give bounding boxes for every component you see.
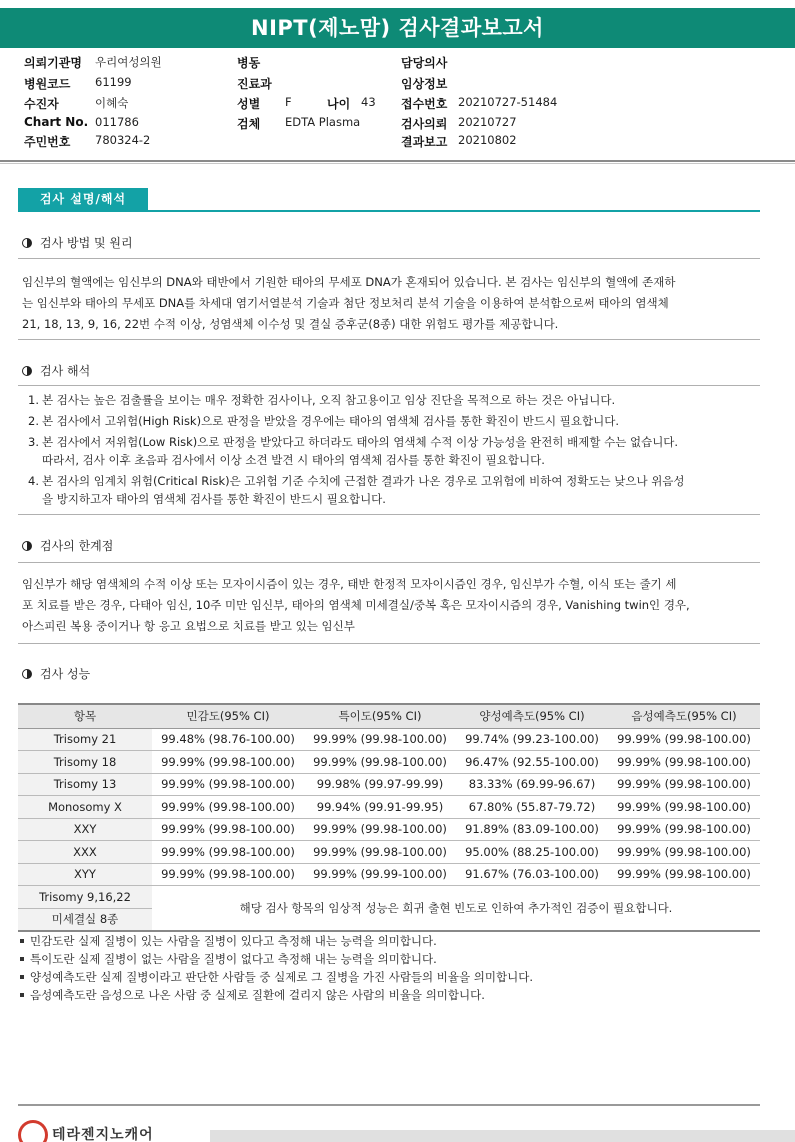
footer-brand: 테라젠지노캐어 bbox=[52, 1127, 154, 1142]
specimen-label: 검체 bbox=[237, 117, 261, 131]
table-row bbox=[18, 818, 760, 841]
header-divider bbox=[0, 160, 795, 162]
table-cell: 99.99% (99.98-100.00) bbox=[152, 773, 304, 796]
sex-value: F bbox=[285, 95, 292, 109]
report-title: NIPT(제노맘) 검사결과보고서 bbox=[0, 8, 795, 48]
interpretation-heading-text: 검사 해석 bbox=[40, 364, 91, 378]
table-cell: XXX bbox=[18, 841, 152, 864]
method-line: 21, 18, 13, 9, 16, 22번 수적 이상, 성염색체 이수성 및 결실 증후군(8종) 대한 위험도 평가를 제공합니다. bbox=[22, 317, 559, 331]
definitions-list bbox=[20, 932, 760, 1004]
doctor-label: 담당의사 bbox=[401, 56, 448, 70]
list-item-text: 을 방지하고자 태아의 염색체 검사를 통한 확진이 반드시 필요합니다. bbox=[42, 492, 386, 506]
company-logo-icon bbox=[18, 1120, 48, 1142]
column-header: 양성예측도(95% CI) bbox=[456, 704, 608, 728]
table-cell: 99.98% (99.97-99.99) bbox=[304, 773, 456, 796]
clinical-info-label: 임상정보 bbox=[401, 77, 448, 91]
half-circle-icon bbox=[22, 541, 32, 551]
report-date-label: 결과보고 bbox=[401, 135, 448, 149]
list-item bbox=[20, 968, 760, 986]
column-header: 특이도(95% CI) bbox=[304, 704, 456, 728]
method-heading bbox=[22, 234, 133, 251]
method-line: 임신부의 혈액에는 임신부의 DNA와 태반에서 기원한 태아의 무세포 DNA가 혼재되어 있습니다. 본 검사는 임신부의 혈액에 존재하 bbox=[22, 275, 676, 289]
table-row bbox=[18, 886, 760, 909]
patient-name-value: 이혜숙 bbox=[95, 96, 129, 110]
list-item-text: 본 검사의 임계치 위험(Critical Risk)은 고위험 기준 수치에 근접한 결과가 나온 경우로 고위험에 비하여 정확도는 낮으나 위음성 bbox=[42, 474, 685, 488]
limitations-line: 포 치료를 받은 경우, 다태아 임신, 10주 미만 임신부, 태아의 염색체 미세결실/중복 혹은 모자이시즘의 경우, Vanishing twin인 경우, bbox=[22, 598, 690, 612]
column-header: 민감도(95% CI) bbox=[152, 704, 304, 728]
table-cell: Trisomy 18 bbox=[18, 751, 152, 774]
method-heading-text: 검사 방법 및 원리 bbox=[40, 236, 133, 250]
divider bbox=[18, 562, 760, 563]
table-cell: 99.99% (99.98-100.00) bbox=[608, 751, 760, 774]
square-bullet-icon bbox=[20, 975, 24, 979]
list-item-text: 본 검사에서 저위험(Low Risk)으로 판정을 받았다고 하더라도 태아의 염색체 수적 이상 가능성을 완전히 배제할 수는 없습니다. bbox=[42, 435, 679, 449]
list-item-text: 본 검사에서 고위험(High Risk)으로 판정을 받았을 경우에는 태아의 염색체 검사를 통한 확진이 반드시 필요합니다. bbox=[42, 414, 619, 428]
referral-institution-value: 우리여성의원 bbox=[95, 55, 162, 69]
chart-no-label: Chart No. bbox=[24, 115, 89, 129]
interpretation-list bbox=[22, 391, 760, 511]
table-cell: 99.99% (99.98-100.00) bbox=[152, 751, 304, 774]
performance-table bbox=[18, 703, 760, 932]
list-item bbox=[22, 391, 760, 409]
limitations-heading-text: 검사의 한계점 bbox=[40, 539, 114, 553]
table-cell: 99.99% (99.99-100.00) bbox=[304, 863, 456, 886]
square-bullet-icon bbox=[20, 957, 24, 961]
limitations-heading bbox=[22, 537, 113, 554]
divider bbox=[18, 643, 760, 644]
list-number: 1. bbox=[28, 393, 39, 407]
divider bbox=[18, 258, 760, 259]
method-paragraph bbox=[22, 272, 760, 335]
table-cell: 67.80% (55.87-79.72) bbox=[456, 796, 608, 819]
column-header: 항목 bbox=[18, 704, 152, 728]
age-value: 43 bbox=[361, 95, 376, 109]
table-cell: 99.99% (99.98-100.00) bbox=[608, 773, 760, 796]
table-cell: 99.94% (99.91-99.95) bbox=[304, 796, 456, 819]
table-cell: 91.67% (76.03-100.00) bbox=[456, 863, 608, 886]
table-row bbox=[18, 751, 760, 774]
patient-name-label: 수진자 bbox=[24, 97, 59, 111]
performance-heading-text: 검사 성능 bbox=[40, 667, 91, 681]
table-cell: 96.47% (92.55-100.00) bbox=[456, 751, 608, 774]
square-bullet-icon bbox=[20, 993, 24, 997]
list-item bbox=[20, 986, 760, 1004]
table-cell: 99.99% (99.98-100.00) bbox=[152, 863, 304, 886]
table-cell: Trisomy 13 bbox=[18, 773, 152, 796]
definition-text: 민감도란 실제 질병이 있는 사람을 질병이 있다고 측정해 내는 능력을 의미합니다. bbox=[30, 934, 437, 948]
table-header-row bbox=[18, 704, 760, 728]
table-row bbox=[18, 728, 760, 751]
resident-number-value: 780324-2 bbox=[95, 133, 151, 147]
table-cell: 99.99% (99.98-100.00) bbox=[608, 796, 760, 819]
table-row bbox=[18, 841, 760, 864]
header-divider-thin bbox=[0, 163, 795, 164]
divider bbox=[18, 385, 760, 386]
table-cell: 미세결실 8종 bbox=[18, 908, 152, 931]
method-line: 는 임신부와 태아의 무세포 DNA를 차세대 염기서열분석 기술과 첨단 정보처리 분석 기술을 이용하여 분석함으로써 태아의 염색체 bbox=[22, 296, 669, 310]
table-cell: 83.33% (69.99-96.67) bbox=[456, 773, 608, 796]
hospital-code-value: 61199 bbox=[95, 75, 132, 89]
referral-institution-label: 의뢰기관명 bbox=[24, 56, 82, 70]
table-cell: XYY bbox=[18, 863, 152, 886]
table-cell: 99.99% (99.98-100.00) bbox=[608, 863, 760, 886]
list-number: 3. bbox=[28, 435, 39, 449]
table-row bbox=[18, 796, 760, 819]
table-cell: 99.99% (99.98-100.00) bbox=[608, 818, 760, 841]
hospital-code-label: 병원코드 bbox=[24, 77, 71, 91]
ward-label: 병동 bbox=[237, 56, 261, 70]
table-cell: XXY bbox=[18, 818, 152, 841]
table-row bbox=[18, 773, 760, 796]
definition-text: 특이도란 실제 질병이 없는 사람을 질병이 없다고 측정해 내는 능력을 의미합니다. bbox=[30, 952, 437, 966]
table-cell: Monosomy X bbox=[18, 796, 152, 819]
specimen-value: EDTA Plasma bbox=[285, 115, 361, 129]
limitations-line: 임신부가 해당 염색체의 수적 이상 또는 모자이시즘이 있는 경우, 태반 한정적 모자이시즘인 경우, 임신부가 수혈, 이식 또는 줄기 세 bbox=[22, 577, 677, 591]
list-item-text: 따라서, 검사 이후 초음파 검사에서 이상 소견 발견 시 태아의 염색체 검사를 통한 확진이 필요합니다. bbox=[42, 453, 545, 467]
table-cell: 91.89% (83.09-100.00) bbox=[456, 818, 608, 841]
table-cell: Trisomy 9,16,22 bbox=[18, 886, 152, 909]
list-number: 4. bbox=[28, 474, 39, 488]
limitations-paragraph bbox=[22, 574, 760, 637]
accession-number-value: 20210727-51484 bbox=[458, 95, 558, 109]
list-item bbox=[22, 412, 760, 430]
table-cell: 99.99% (99.98-100.00) bbox=[304, 841, 456, 864]
performance-heading bbox=[22, 665, 90, 682]
table-cell: 99.99% (99.98-100.00) bbox=[304, 751, 456, 774]
table-row bbox=[18, 863, 760, 886]
list-item bbox=[20, 932, 760, 950]
footer-bar bbox=[210, 1130, 795, 1142]
divider bbox=[18, 339, 760, 340]
chart-no-value: 011786 bbox=[95, 115, 139, 129]
table-note-cell: 해당 검사 항목의 임상적 성능은 희귀 출현 빈도로 인하여 추가적인 검증이 필요합니다. bbox=[152, 886, 760, 931]
request-date-value: 20210727 bbox=[458, 115, 517, 129]
list-item bbox=[22, 472, 760, 508]
square-bullet-icon bbox=[20, 939, 24, 943]
half-circle-icon bbox=[22, 366, 32, 376]
footer-divider bbox=[18, 1104, 760, 1106]
table-cell: 99.99% (99.98-100.00) bbox=[608, 841, 760, 864]
resident-number-label: 주민번호 bbox=[24, 135, 71, 149]
table-cell: 99.74% (99.23-100.00) bbox=[456, 728, 608, 751]
list-item-text: 본 검사는 높은 검출률을 보이는 매우 정확한 검사이나, 오직 참고용이고 임상 진단을 목적으로 하는 것은 아닙니다. bbox=[42, 393, 616, 407]
table-cell: 99.99% (99.98-100.00) bbox=[152, 818, 304, 841]
column-header: 음성예측도(95% CI) bbox=[608, 704, 760, 728]
sex-label: 성별 bbox=[237, 97, 261, 111]
table-cell: Trisomy 21 bbox=[18, 728, 152, 751]
section-tab-underline bbox=[18, 210, 760, 212]
divider bbox=[18, 514, 760, 515]
limitations-line: 아스피린 복용 중이거나 항 응고 요법으로 치료를 받고 있는 임신부 bbox=[22, 619, 355, 633]
definition-text: 음성예측도란 음성으로 나온 사람 중 실제로 질환에 걸리지 않은 사람의 비율을 의미합니다. bbox=[30, 988, 485, 1002]
age-label: 나이 bbox=[327, 97, 351, 111]
definition-text: 양성예측도란 실제 질병이라고 판단한 사람들 중 실제로 그 질병을 가진 사람들의 비율을 의미합니다. bbox=[30, 970, 533, 984]
table-cell: 99.99% (99.98-100.00) bbox=[304, 818, 456, 841]
accession-number-label: 접수번호 bbox=[401, 97, 448, 111]
half-circle-icon bbox=[22, 238, 32, 248]
table-cell: 95.00% (88.25-100.00) bbox=[456, 841, 608, 864]
table-cell: 99.99% (99.98-100.00) bbox=[152, 796, 304, 819]
request-date-label: 검사의뢰 bbox=[401, 117, 448, 131]
table-cell: 99.99% (99.98-100.00) bbox=[304, 728, 456, 751]
report-date-value: 20210802 bbox=[458, 133, 517, 147]
list-number: 2. bbox=[28, 414, 39, 428]
table-cell: 99.48% (98.76-100.00) bbox=[152, 728, 304, 751]
table-cell: 99.99% (99.98-100.00) bbox=[608, 728, 760, 751]
table-cell: 99.99% (99.98-100.00) bbox=[152, 841, 304, 864]
list-item bbox=[20, 950, 760, 968]
half-circle-icon bbox=[22, 669, 32, 679]
section-tab: 검사 설명/해석 bbox=[18, 188, 148, 210]
interpretation-heading bbox=[22, 362, 90, 379]
department-label: 진료과 bbox=[237, 77, 272, 91]
list-item bbox=[22, 433, 760, 469]
